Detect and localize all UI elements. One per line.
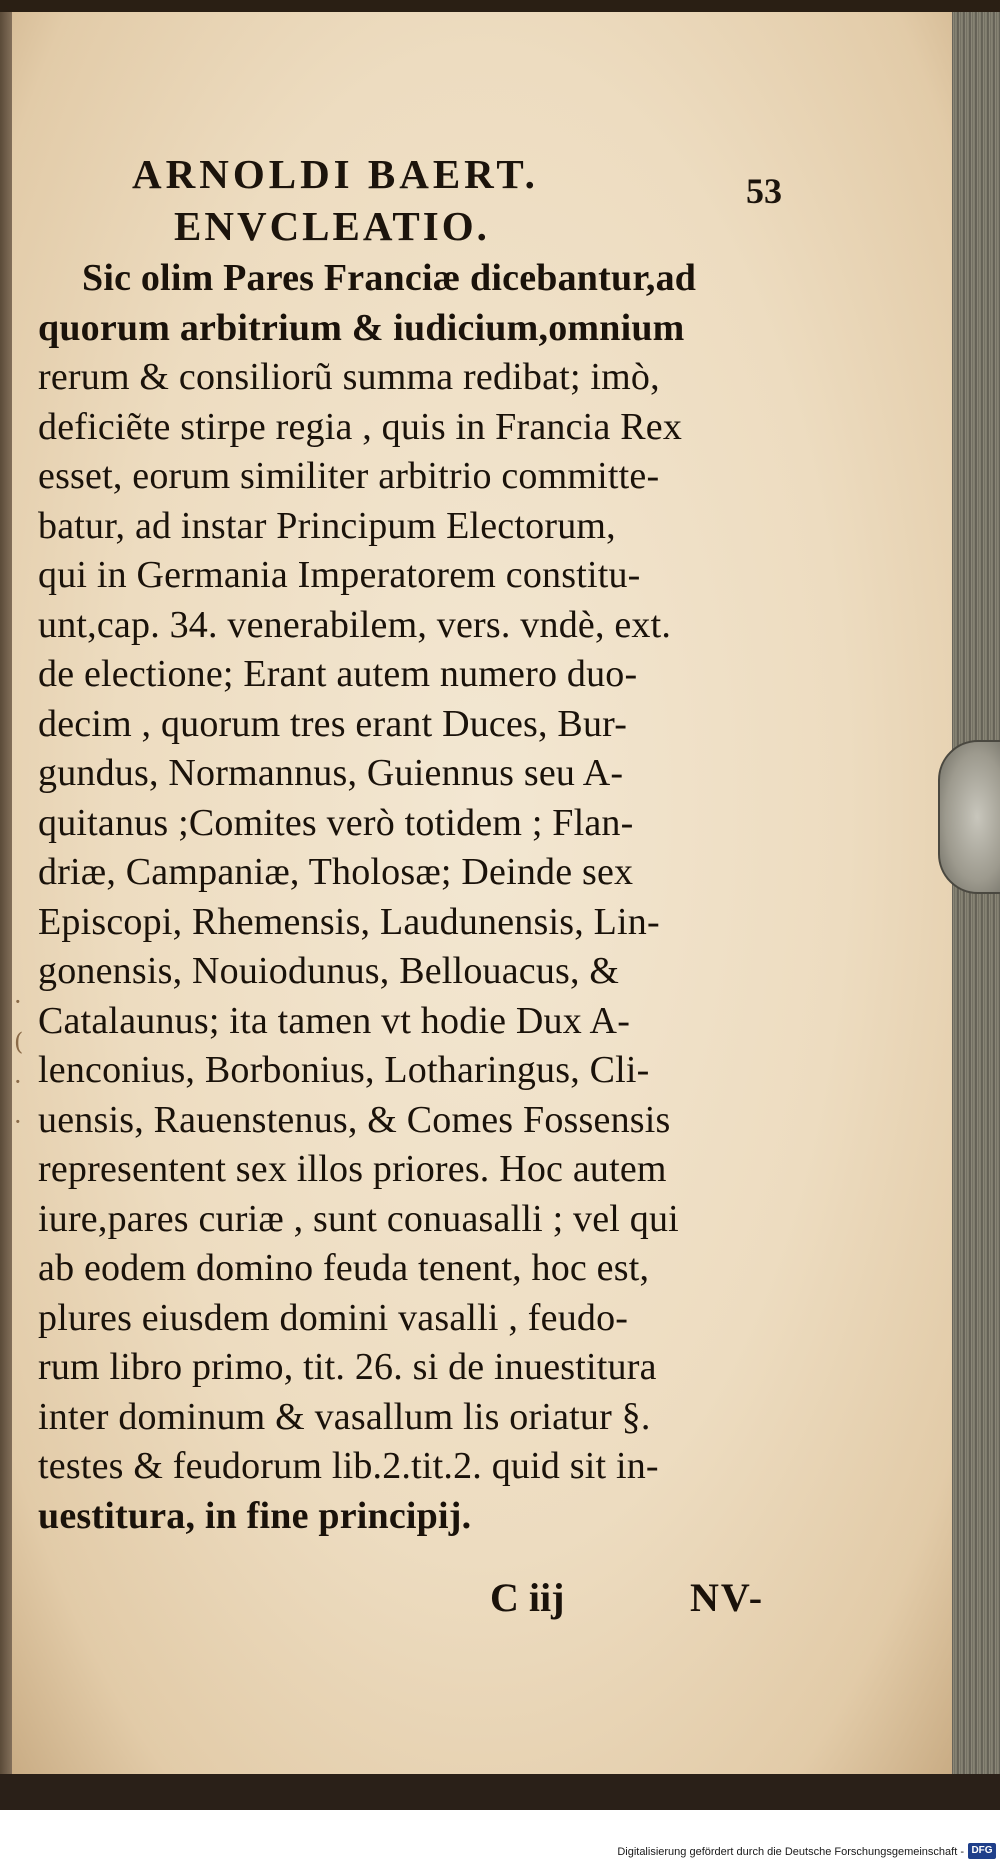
binding-bottom-edge [0, 1774, 1000, 1810]
dfg-logo: DFG [968, 1843, 996, 1859]
text-line: gonensis, Nouiodunus, Bellouacus, & [38, 950, 620, 992]
text-line: quorum arbitrium & iudicium,omnium [38, 306, 685, 349]
text-line: rum libro primo, tit. 26. si de inuestitura [38, 1346, 657, 1388]
text-line: batur, ad instar Principum Electorum, [38, 504, 616, 547]
text-line: iure,pares curiæ , sunt conuasalli ; vel qui [38, 1197, 679, 1240]
book-clasp [938, 740, 1000, 894]
text-line: deficiẽte stirpe regia , quis in Francia Rex [38, 405, 683, 448]
text-line: esset, eorum similiter arbitrio committe- [38, 455, 660, 497]
text-line: qui in Germania Imperatorem constitu- [38, 554, 641, 596]
digitization-credit: Digitalisierung gefördert durch die Deutsche Forschungsgemeinschaft - [617, 1846, 964, 1858]
text-line: Sic olim Pares Franciæ dicebantur,ad [82, 257, 697, 299]
signature-mark: C iij [490, 1575, 565, 1620]
running-head: ARNOLDI BAERT. [132, 151, 539, 197]
text-line: Episcopi, Rhemensis, Laudunensis, Lin- [38, 900, 660, 943]
text-line: driæ, Campaniæ, Tholosæ; Deinde sex [38, 851, 634, 893]
page-number: 53 [746, 171, 782, 211]
text-line: uensis, Rauenstenus, & Comes Fossensis [38, 1098, 671, 1141]
margin-ink-marks: · ( · · [14, 988, 24, 1136]
text-line: quitanus ;Comites verò totidem ; Flan- [38, 801, 634, 844]
text-line: ab eodem domino feuda tenent, hoc est, [38, 1247, 650, 1289]
text-line: gundus, Normannus, Guiennus seu A- [38, 752, 624, 794]
text-line: uestitura, in fine principij. [38, 1494, 472, 1537]
catchword: NV- [690, 1575, 765, 1620]
text-line: plures eiusdem domini vasalli , feudo- [38, 1296, 629, 1339]
text-line: decim , quorum tres erant Duces, Bur- [38, 702, 628, 745]
text-line: lenconius, Borbonius, Lotharingus, Cli- [38, 1049, 650, 1091]
credit-bar [0, 1810, 1000, 1870]
body-text [38, 254, 818, 1541]
text-line: rerum & consiliorũ summa redibat; imò, [38, 356, 660, 398]
book-page [12, 12, 952, 1774]
section-heading: ENVCLEATIO. [174, 203, 490, 249]
text-line: Catalaunus; ita tamen vt hodie Dux A- [38, 999, 631, 1042]
text-line: de electione; Erant autem numero duo- [38, 653, 638, 695]
page-stack-edge [948, 12, 1000, 1777]
text-line: unt,cap. 34. venerabilem, vers. vndè, ext. [38, 603, 672, 646]
text-line: representent sex illos priores. Hoc autem [38, 1148, 667, 1190]
text-line: inter dominum & vasallum lis oriatur §. [38, 1395, 651, 1438]
text-line: testes & feudorum lib.2.tit.2. quid sit in- [38, 1445, 659, 1487]
